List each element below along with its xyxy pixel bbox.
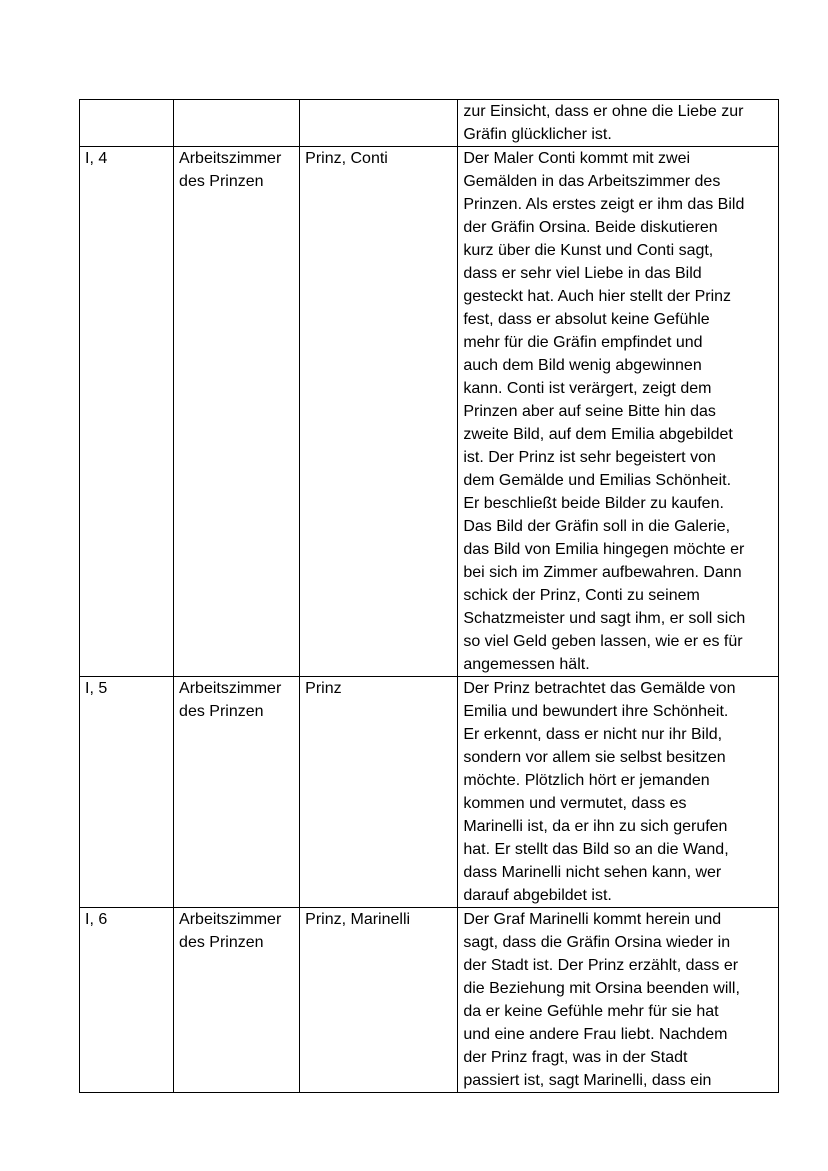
content-cell — [458, 100, 779, 147]
content-line: Der Prinz betrachtet das Gemälde von — [463, 680, 736, 697]
scene-label: I, 5 — [85, 680, 108, 697]
content-line: kurz über die Kunst und Conti sagt, — [463, 242, 714, 259]
persons-label: Prinz — [305, 680, 342, 697]
content-line: Der Graf Marinelli kommt herein und — [463, 911, 722, 928]
content-line: ist. Der Prinz ist sehr begeistert von — [463, 449, 716, 466]
content-line: Das Bild der Gräfin soll in die Galerie, — [463, 518, 731, 535]
content-line: möchte. Plötzlich hört er jemanden — [463, 772, 710, 789]
content-line: mehr für die Gräfin empfindet und — [463, 334, 703, 351]
content-line: da er keine Gefühle mehr für sie hat — [463, 1003, 719, 1020]
content-line: sondern vor allem sie selbst besitzen — [463, 749, 726, 766]
content-line: dass Marinelli nicht sehen kann, wer — [463, 864, 722, 881]
content-line: Prinzen aber auf seine Bitte hin das — [463, 403, 716, 420]
scene-cell — [80, 677, 174, 908]
place-line: Arbeitszimmer — [179, 150, 282, 167]
content-line: so viel Geld geben lassen, wie er es für — [463, 633, 743, 650]
content-line: Gemälden in das Arbeitszimmer des — [463, 173, 721, 190]
scene-summary-table — [79, 99, 779, 1093]
content-line: fest, dass er absolut keine Gefühle — [463, 311, 710, 328]
persons-cell — [300, 100, 458, 147]
scene-cell — [80, 100, 174, 147]
scene-cell — [80, 908, 174, 1093]
content-line: bei sich im Zimmer aufbewahren. Dann — [463, 564, 742, 581]
table-row — [80, 100, 779, 147]
content-line: der Gräfin Orsina. Beide diskutieren — [463, 219, 718, 236]
content-line: Emilia und bewundert ihre Schönheit. — [463, 703, 729, 720]
content-line: zweite Bild, auf dem Emilia abgebildet — [463, 426, 733, 443]
content-cell — [458, 908, 779, 1093]
content-line: zur Einsicht, dass er ohne die Liebe zur — [463, 103, 744, 120]
content-line: der Prinz fragt, was in der Stadt — [463, 1049, 688, 1066]
content-line: Er erkennt, dass er nicht nur ihr Bild, — [463, 726, 723, 743]
table-body — [80, 100, 779, 1093]
content-cell — [458, 677, 779, 908]
place-line: des Prinzen — [179, 703, 264, 720]
persons-cell — [300, 147, 458, 677]
place-cell — [174, 147, 300, 677]
persons-label: Prinz, Marinelli — [305, 911, 411, 928]
content-line: darauf abgebildet ist. — [463, 887, 612, 904]
place-line: Arbeitszimmer — [179, 680, 282, 697]
table-row — [80, 147, 779, 677]
content-line: schick der Prinz, Conti zu seinem — [463, 587, 700, 604]
content-line: sagt, dass die Gräfin Orsina wieder in — [463, 934, 731, 951]
place-line: des Prinzen — [179, 934, 264, 951]
place-line: des Prinzen — [179, 173, 264, 190]
content-line: kommen und vermutet, dass es — [463, 795, 687, 812]
content-line: Der Maler Conti kommt mit zwei — [463, 150, 691, 167]
persons-cell — [300, 908, 458, 1093]
content-line: kann. Conti ist verärgert, zeigt dem — [463, 380, 712, 397]
content-line: das Bild von Emilia hingegen möchte er — [463, 541, 745, 558]
content-line: hat. Er stellt das Bild so an die Wand, — [463, 841, 729, 858]
scene-label: I, 6 — [85, 911, 108, 928]
persons-label: Prinz, Conti — [305, 150, 388, 167]
content-line: passiert ist, sagt Marinelli, dass ein — [463, 1072, 712, 1089]
scene-label: I, 4 — [85, 150, 108, 167]
table-row — [80, 908, 779, 1093]
content-line: dass er sehr viel Liebe in das Bild — [463, 265, 702, 282]
scene-cell — [80, 147, 174, 677]
content-line: die Beziehung mit Orsina beenden will, — [463, 980, 740, 997]
place-cell — [174, 677, 300, 908]
content-line: auch dem Bild wenig abgewinnen — [463, 357, 702, 374]
place-line: Arbeitszimmer — [179, 911, 282, 928]
content-line: Gräfin glücklicher ist. — [463, 126, 612, 143]
content-line: Schatzmeister und sagt ihm, er soll sich — [463, 610, 746, 627]
content-line: und eine andere Frau liebt. Nachdem — [463, 1026, 728, 1043]
content-line: dem Gemälde und Emilias Schönheit. — [463, 472, 732, 489]
persons-cell — [300, 677, 458, 908]
content-line: Marinelli ist, da er ihn zu sich gerufen — [463, 818, 728, 835]
table-row — [80, 677, 779, 908]
content-line: gesteckt hat. Auch hier stellt der Prinz — [463, 288, 732, 305]
content-line: der Stadt ist. Der Prinz erzählt, dass er — [463, 957, 739, 974]
content-line: Prinzen. Als erstes zeigt er ihm das Bild — [463, 196, 745, 213]
content-cell — [458, 147, 779, 677]
content-line: Er beschließt beide Bilder zu kaufen. — [463, 495, 724, 512]
content-line: angemessen hält. — [463, 656, 590, 673]
place-cell — [174, 908, 300, 1093]
place-cell — [174, 100, 300, 147]
